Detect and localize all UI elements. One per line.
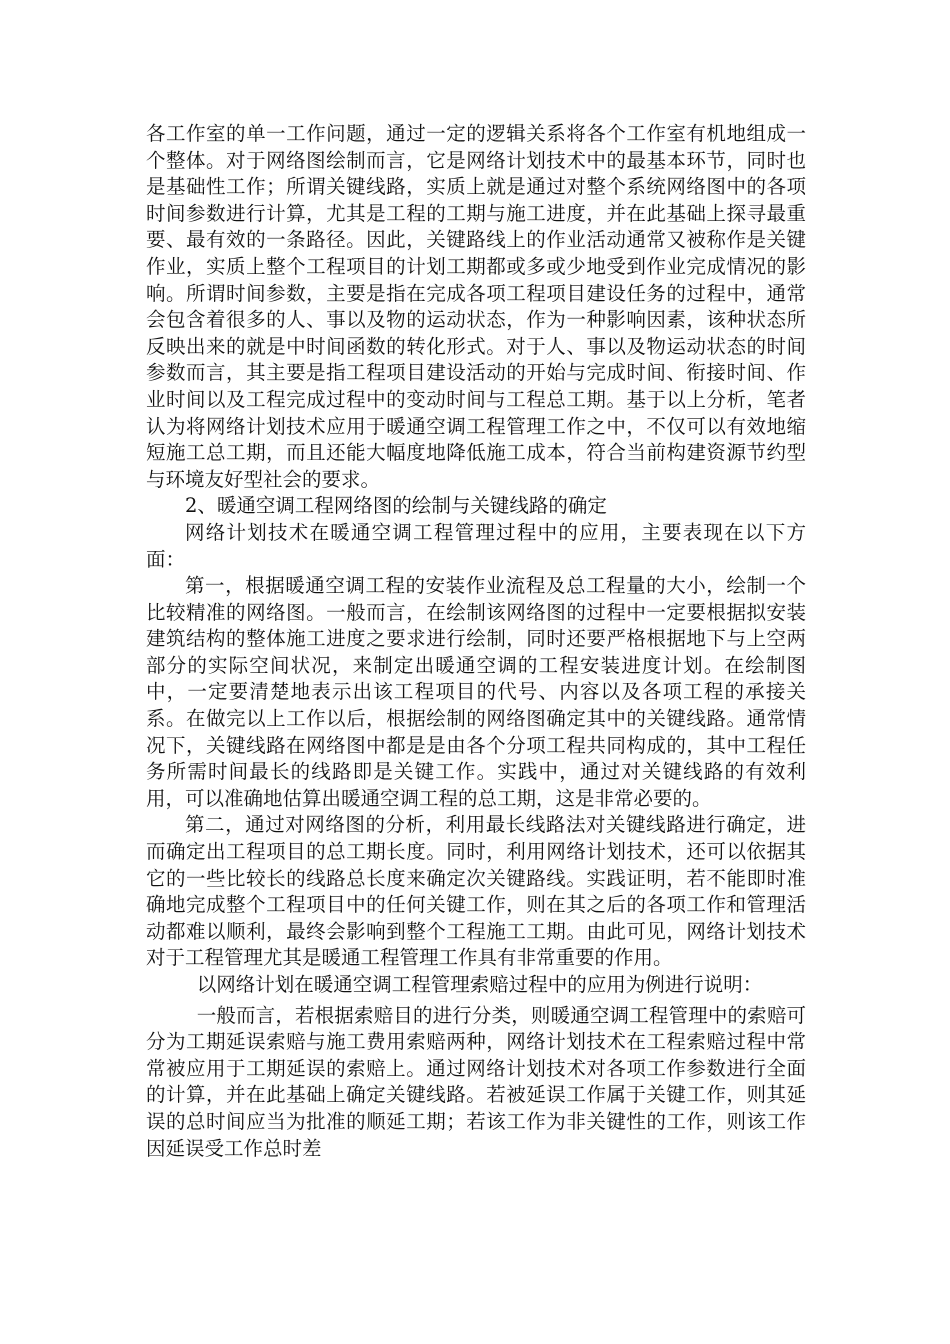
- paragraph-second-point: 第二，通过对网络图的分析，利用最长线路法对关键线路进行确定，进而确定出工程项目的总工期长度。同时，利用网络计划技术，还可以依据其它的一些比较长的线路总长度来确定次关键路线。实践证明，若不能即时准确地完成整个工程项目中的任何关键工作，则在其之后的各项工作和管理活动都难以顺利，最终会影响到整个工程施工工期。由此可见，网络计划技术对于工程管理尤其是暖通工程管理工作具有非常重要的作用。: [146, 813, 806, 970]
- paragraph-application-intro: 网络计划技术在暖通空调工程管理过程中的应用，主要表现在以下方面：: [146, 520, 806, 571]
- paragraph-first-point: 第一，根据暖通空调工程的安装作业流程及总工程量的大小，绘制一个比较精准的网络图。一般而言，在绘制该网络图的过程中一定要根据拟安装建筑结构的整体施工进度之要求进行绘制，同时还要严格根据地下与上空两部分的实际空间状况，来制定出暖通空调的工程安装进度计划。在绘制图中，一定要清楚地表示出该工程项目的代号、内容以及各项工程的承接关系。在做完以上工作以后，根据绘制的网络图确定其中的关键线路。通常情况下，关键线路在网络图中都是是由各个分项工程共同构成的，其中工程任务所需时间最长的线路即是关键工作。实践中，通过对关键线路的有效利用，可以准确地估算出暖通空调工程的总工期，这是非常必要的。: [146, 574, 806, 810]
- paragraph-claim-detail: 一般而言，若根据索赔目的进行分类，则暖通空调工程管理中的索赔可分为工期延误索赔与施工费用索赔两种，网络计划技术在工程索赔过程中常常被应用于工期延误的索赔上。通过网络计划技术对各项工作参数进行全面的计算，并在此基础上确定关键线路。若被延误工作属于关键工作，则其延误的总时间应当为批准的顺延工期；若该工作为非关键性的工作，则该工作因延误受工作总时差: [146, 1003, 806, 1160]
- paragraph-network-intro: 各工作室的单一工作问题，通过一定的逻辑关系将各个工作室有机地组成一个整体。对于网络图绘制而言，它是网络计划技术中的最基本环节，同时也是基础性工作；所谓关键线路，实质上就是通过对整个系统网络图中的各项时间参数进行计算，尤其是工程的工期与施工进度，并在此基础上探寻最重要、最有效的一条路径。因此，关键路线上的作业活动通常又被称作是关键作业，实质上整个工程项目的计划工期都或多或少地受到作业完成情况的影响。所谓时间参数，主要是指在完成各项工程项目建设任务的过程中，通常会包含着很多的人、事以及物的运动状态，作为一种影响因素，该种状态所反映出来的就是中时间函数的转化形式。对于人、事以及物运动状态的时间参数而言，其主要是指工程项目建设活动的开始与完成时间、衔接时间、作业时间以及工程完成过程中的变动时间与工程总工期。基于以上分析，笔者认为将网络计划技术应用于暖通空调工程管理工作之中，不仅可以有效地缩短施工总工期，而且还能大幅度地降低施工成本，符合当前构建资源节约型与环境友好型社会的要求。: [146, 122, 806, 491]
- document-page: [146, 121, 806, 1162]
- section-heading-2: 2、暖通空调工程网络图的绘制与关键线路的确定: [185, 494, 607, 518]
- paragraph-claim-example: 以网络计划在暖通空调工程管理索赔过程中的应用为例进行说明：: [196, 973, 763, 996]
